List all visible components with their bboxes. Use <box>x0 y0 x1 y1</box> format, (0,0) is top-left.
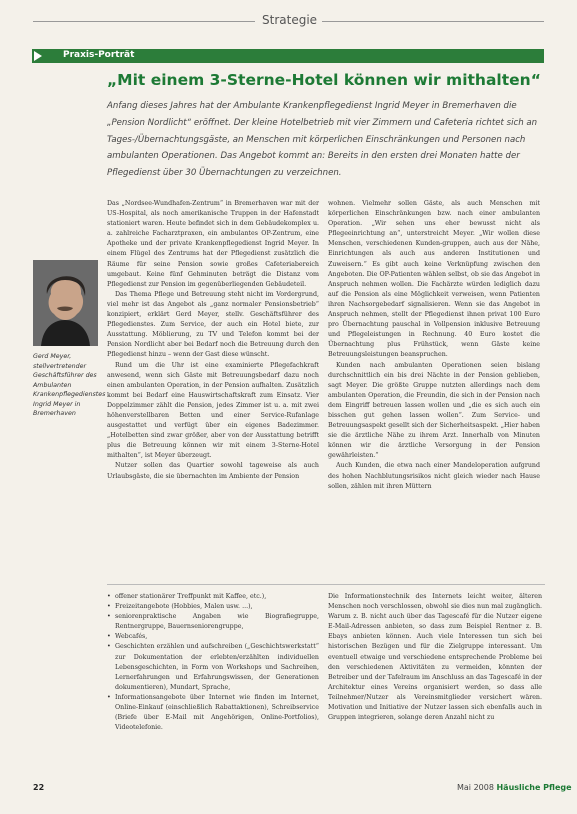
column-divider <box>107 584 545 585</box>
article-column-1 <box>107 199 319 482</box>
banner-label: Praxis-Porträt <box>63 50 135 60</box>
paragraph: Das „Nordsee-Wundhafen-Zentrum“ in Bremerhaven war mit der US-Hospital, als noch amerikanische Truppen in der Hafenstadt stationiert waren. Heute befindet sich in dem Gebäudekomplex u. a. zahlreiche Facharztpraxen, ein ambulantes OP-Zentrum, eine Apotheke und der private Krankenpflegedienst Ingrid Meyer. In einem Flügel des Zentrums hat der Pflegedienst zusätzlich die Räume für seine Pension sowie großes Cafeteriabereich umgebaut. Keine fünf Gehminuten beträgt die Distanz vom Pflegedienst zur Pension im gegenüberliegenden Gebäudeteil. <box>107 200 319 288</box>
article-column-2 <box>328 199 540 492</box>
play-arrow-icon <box>34 51 42 61</box>
paragraph: Auch Kunden, die etwa nach einer Mandeloperation aufgrund des hohen Nachblutungsrisikos nicht gleich wieder nach Hause sollen, zählen mit ihren Müttern <box>328 462 540 490</box>
page-number: 22 <box>33 783 45 792</box>
article-lead: Anfang dieses Jahres hat der Ambulante Krankenpflegedienst Ingrid Meyer in Bremerhaven die „Pension Nordlicht“ eröffnet. Der kleine Hotelbetrieb mit vier Zimmern und Cafeteria richtet sich an Tages-/Übernachtungsgäste, an Menschen mit körperlichen Einschränkungen und Personen nach ambulanten Operationen. Das Angebot kommt an: Bereits in den ersten drei Monaten hatte der Pflegedienst über 30 Übernachtungen zu verzeichnen. <box>107 101 538 179</box>
header-rule-left <box>33 21 255 22</box>
section-title: Strategie <box>262 13 318 27</box>
list-item: • Freizeitangebote (Hobbies, Malen usw. ...), <box>107 602 319 612</box>
photo-caption: Gerd Meyer, stellvertretender Geschäftsführer des Ambulanten Krankenpflegedienstes Ingrid Meyer in Bremerhaven <box>33 353 106 417</box>
footer-issue <box>457 783 572 792</box>
paragraph: Kunden nach ambulanten Operationen seien bislang durchschnittlich ein bis drei Nächte in der Pension geblieben, sagt Meyer. Die größte Gruppe nutzten allerdings nach dem ambulanten Operation, die Freundin, die sich in der Pension nach dem Eingriff betreuen lassen wollen und „die es sich auch ein bisschen gut gehen lassen wollen“. Zum Service- und Betreuungsaspekt gesellt sich der Sicherheitsaspekt. „Hier haben sie die ärztliche Nähe zu ihrem Arzt. Innerhalb von Minuten können wir die ärztliche Versorgung in der Pension gewährleisten.“ <box>328 361 540 460</box>
paragraph: Nutzer sollen das Quartier sowohl tageweise als auch Urlaubsgäste, die sie übernachten im Ambiente der Pension <box>107 462 319 480</box>
portrait-photo <box>33 260 98 346</box>
header-rule-right <box>322 21 544 22</box>
list-item: • Informationsangebote über Internet wie finden im Internet, Online-Einkauf (einschließlich Rabattaktionen), Schreibservice (Briefe über E-Mail mit Angehörigen, Online-Portfolios), Videotelefonie. <box>107 693 319 733</box>
list-item: • seniorenpraktische Angaben wie Biografiegruppe, Rentnergruppe, Bauernseniorengruppe, <box>107 612 319 632</box>
article-headline: „Mit einem 3-Sterne-Hotel können wir mithalten“ <box>107 71 541 89</box>
list-item: • offener stationärer Treffpunkt mit Kaffee, etc.), <box>107 592 319 602</box>
paragraph: wohnen. Vielmehr sollen Gäste, als auch Menschen mit körperlichen Einschränkungen bzw. nach einer ambulanten Operation. „Wir sehen uns eher bewusst nicht als Pflegeeinrichtung an“, unterstreicht Meyer. „Wir wollen diese Menschen, verschiedenen Kunden-gruppen, auch aus der Nähe, Einrichtungen als auch aus anderen Institutionen und Zuweisern.“ Es gibt auch keine Verknüpfung zwischen den Angeboten. Die OP-Patienten wählen selbst, ob sie das Angebot in Anspruch nehmen wollen. Die Fachärzte würden lediglich dazu auf die Pension als eine Möglichkeit verweisen, wenn Patienten ihren Nachsorgebedarf signalisieren. Wenn sie das Angebot in Anspruch nehmen, stellt der Pflegedienst ihnen privat 100 Euro pro Übernachtung pauschal in Vollpension inklusive Betreuung und Pflegeleistungen in Rechnung. 40 Euro kostet die Übernachtung plus Frühstück, wenn Gäste keine Betreuungsleistungen beanspruchen. <box>328 200 540 359</box>
issue-date: Mai 2008 <box>457 783 494 792</box>
portrait-illustration <box>33 260 98 346</box>
article-column-2-continued: Die Informationstechnik des Internets leicht weiter, älteren Menschen noch verschlossen, obwohl sie dies nun mal zugänglich. Warum z. B. nicht auch über das Tagescafé für die Nutzer eigene E-Mail-Adressen anbieten, so dass zum Beispiel Rentner z. B. Ebays anbieten können. Auch viele Interessen tun sich bei historischen Bezügen und für die Zielgruppe interessant. Um eventuell etwaige und verschiedene entsprechende Probleme bei den verschiedenen Aktivitäten zu vermeiden, könnten der Betreiber und der Tafelraum im Anschluss an das Tagescafé in der Architektur eines Vereins organisiert werden, so dass alle Teilnehmer/Nutzer als Vereinsmitglieder versichert wären. Motivation und Initiative der Nutzer lassen sich ebenfalls auch in Gruppen integrieren, solange deren Anzahl nicht zu <box>328 593 542 722</box>
magazine-name: Häusliche Pflege <box>496 783 572 792</box>
list-item: • Webcafés, <box>107 632 319 642</box>
bullet-list <box>107 592 319 733</box>
paragraph: Rund um die Uhr ist eine examinierte Pflegefachkraft anwesend, wenn sich Gäste mit Betreuungsbedarf dazu noch einen ambulanten Operation, in der Pension aufhalten. Zusätzlich kommt bei Bedarf eine Hauswirtschaftskraft zum Einsatz. Vier Doppelzimmer zählt die Pension, jedes Zimmer ist u. a. mit zwei höhenverstellbaren Betten und einer Service-Rufanlage ausgestattet und verfügt über ein eigenes Badezimmer. „Hotelbetten sind zwar größer, aber von der Ausstattung betrifft plus die Betreuung können wir mit einem 3-Sterne-Hotel mithalten“, ist Meyer überzeugt. <box>107 361 319 460</box>
list-item: • Geschichten erzählen und aufschreiben („Geschichtswerkstatt“ zur Dokumentation der erlebten/erzählten individuellen Lebensgeschichten, in Form von Workshops und Sachreihen, Lernerfahrungen und Erfahrungswissen, der Generationen dokumentieren), Mundart, Sprache, <box>107 642 319 692</box>
paragraph: Das Thema Pflege und Betreuung steht nicht im Vordergrund, viel mehr ist das Angebot als „ganz normaler Pensionsbetrieb“ konzipiert, erklärt Gerd Meyer, stellv. Geschäftsführer des Pflegedienstes. Zum Service, der auch ein Hotel biete, zur Ausstattung. Möblierung, zu TV und Telefon kommt bei der Pension Nordlicht aber bei Bedarf noch die Betreuung durch den Pflegedienst hinzu – wenn der Gast diese wünscht. <box>107 290 319 359</box>
